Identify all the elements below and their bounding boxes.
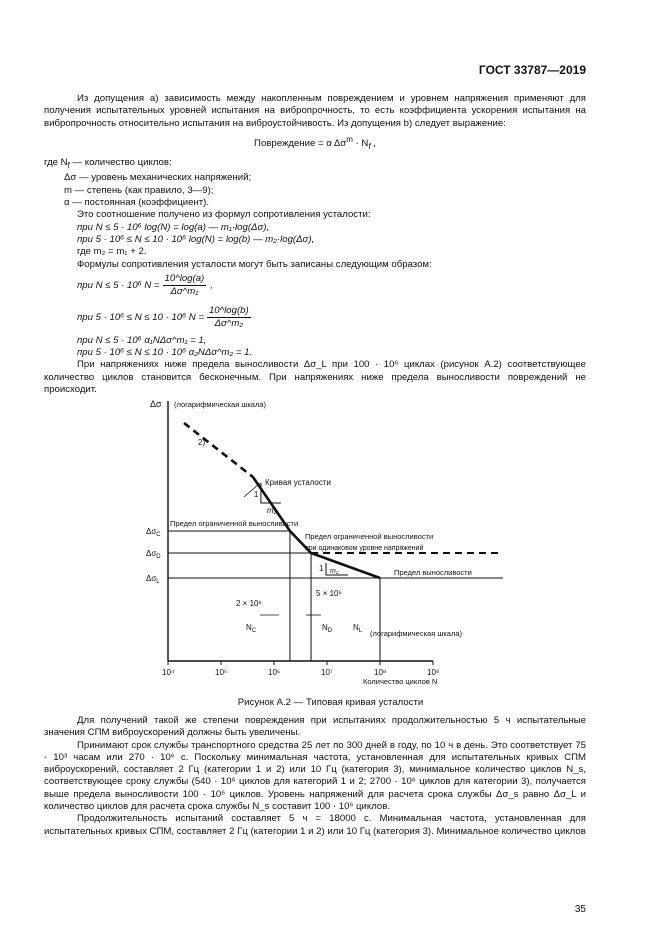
curve-label: Кривая усталости [265,478,332,487]
dashed-label: 2) [198,438,206,447]
paragraph: Для получений такой же степени повреждения при испытаниях продолжительностью 5 ч испытательные значения СПМ виброускорений должны быть увеличены. [44,715,586,739]
y-axis-symbol: Δσ [150,399,162,409]
damage-equation: Повреждение = α $\Delta\sigma^m \cdot N_f$ , [254,134,376,151]
document-header: ГОСТ 33787—2019 [478,63,586,77]
formula-line: при N ≤ 5 · 10⁶ log(N) = log(a) — m₁·log(Δσ), [77,221,270,233]
paragraph: Продолжительность испытаний составляет 5 ч = 18000 с. Минимальная частота, установленная для испытательных кривых СПМ, составляет 2 Гц (категории 1 и 2) или 10 Гц (категория 3). Минимальное количество циклов [44,813,586,837]
limit-d-label-2: при одинаковом уровне напряжений [305,545,424,552]
y-level-label: $\Delta\sigma_D$ [146,549,161,560]
body-text-bottom [44,715,586,838]
nc-label: $N_C$ [246,623,257,634]
slope2-rise-label: m₂ [330,568,339,575]
series-line-2 [184,423,253,477]
formula-line: при 5 · 10⁶ ≤ N ≤ 10 · 10⁶ α₂NΔσ^m₂ = 1. [77,347,253,359]
slope1-rise-label: m₁ [266,506,277,515]
x-tick-label: 10⁸ [374,668,387,677]
paragraph: Из допущения а) зависимость между накопленным повреждением и уровнем напряжения применяют для получения испытательных уровней испытания на вибропрочность, то есть коэффициента ускорения испытания на вибропрочность относительно испытания на виброустойчивость. Из допущения b) следует выражение: [44,93,586,129]
y-axis-label: (логарифмическая шкала) [174,400,267,409]
formula-fraction-line: при 5 · 10⁶ ≤ N ≤ 10 · 10⁶ N = $\frac{10\^{}\log(b)}{\text{Δσ\textasciicircum{}m₂}}$ [77,305,249,330]
limit-d-label-1: Предел ограниченной выносливости [305,532,434,541]
formula-line: при 5 · 10⁶ ≤ N ≤ 10 · 10⁶ log(N) = log(b) — m₂·log(Δσ), [77,233,315,245]
nd-label: $N_D$ [322,623,333,634]
x-tick-label: 10⁷ [321,668,333,677]
page-number: 35 [574,904,586,915]
formula-fraction-line: при N ≤ 5 · 10⁶ N = $\frac{10\^{}\log(a)}{\text{Δσ\textasciicircum{}m₁}}$ , [77,273,213,298]
fatigue-curve-chart [148,393,508,688]
formula-line: при N ≤ 5 · 10⁶ α₁NΔσ^m₁ = 1, [77,334,207,346]
paragraph: Это соотношение получено из формул сопротивления усталости: [77,209,371,221]
x-tick-label: 10⁶ [268,668,281,677]
where-line: Δσ — уровень механических напряжений; [64,172,252,184]
x-tick-label: 10⁵ [215,668,228,677]
nc-value-label: 2 × 10⁶ [236,599,262,608]
x-axis-label: Количество циклов N [363,677,438,686]
limit-c-label: Предел ограниченной выносливости [170,519,299,528]
y-level-label: $\Delta\sigma_C$ [146,527,161,538]
x-tick-label: 10⁹ [427,668,440,677]
x-tick-label: 10⁴ [162,668,175,677]
fraction: $\frac{10\^{}\log(b)}{\text{Δσ\textasciicircum{}m₂}}$ [208,305,249,330]
paragraph: Формулы сопротивления усталости могут быть записаны следующим образом: [77,258,432,270]
where-line: где $N_f$ — количество циклов; [44,157,172,171]
x-scale-note: (логарифмическая шкала) [370,629,463,638]
where-line: α — постоянная (коэффициент). [64,197,210,209]
slope2-run-label: 1 [319,564,324,573]
y-level-label: $\Delta\sigma_L$ [146,574,160,585]
where-line: m — степень (как правило, 3—9); [64,184,214,196]
limit-l-label: Предел выносливости [394,568,472,577]
formula-line: где m₂ = m₁ + 2. [77,246,147,258]
nl-label: $N_L$ [353,623,363,634]
slope1-run-label: 1 [253,490,259,499]
fraction: $\frac{10\^{}\log(a)}{\text{Δσ\textasciicircum{}m₁}}$ [164,273,205,298]
paragraph: Принимают срок службы транспортного средства 25 лет по 300 дней в году, по 10 ч в день. Это соответствует 75 · 10³ часам или 270 · 10⁶ с. Поскольку минимальная частота, установленная для испытательных кривых СПМ виброускорений, составляет 2 Гц (категории 1 и 2) или 10 Гц (категория 3), минимальное количество циклов N_s, соответствующее сроку службы (540 · 10⁶ циклов для категорий 1 и 2; 2700 · 10⁶ циклов для категории 3), получается выше предела выносливости 100 · 10⁶ циклов. Уровень напряжений для расчета срока службы Δσ_s равно Δσ_L и количество циклов для расчета срока службы N_s составит 100 · 10⁶ циклов. [44,739,586,813]
nd-value-label: 5 × 10⁶ [316,589,342,598]
body-text-top [44,93,586,396]
paragraph: При напряжениях ниже предела выносливости Δσ_L при 100 · 10⁶ циклах (рисунок А.2) соответствующее количество циклов становится бесконечным. При напряжениях ниже предела выносливости повреждений не происходит. [44,359,586,396]
figure-caption: Рисунок А.2 — Типовая кривая усталости [237,697,424,708]
